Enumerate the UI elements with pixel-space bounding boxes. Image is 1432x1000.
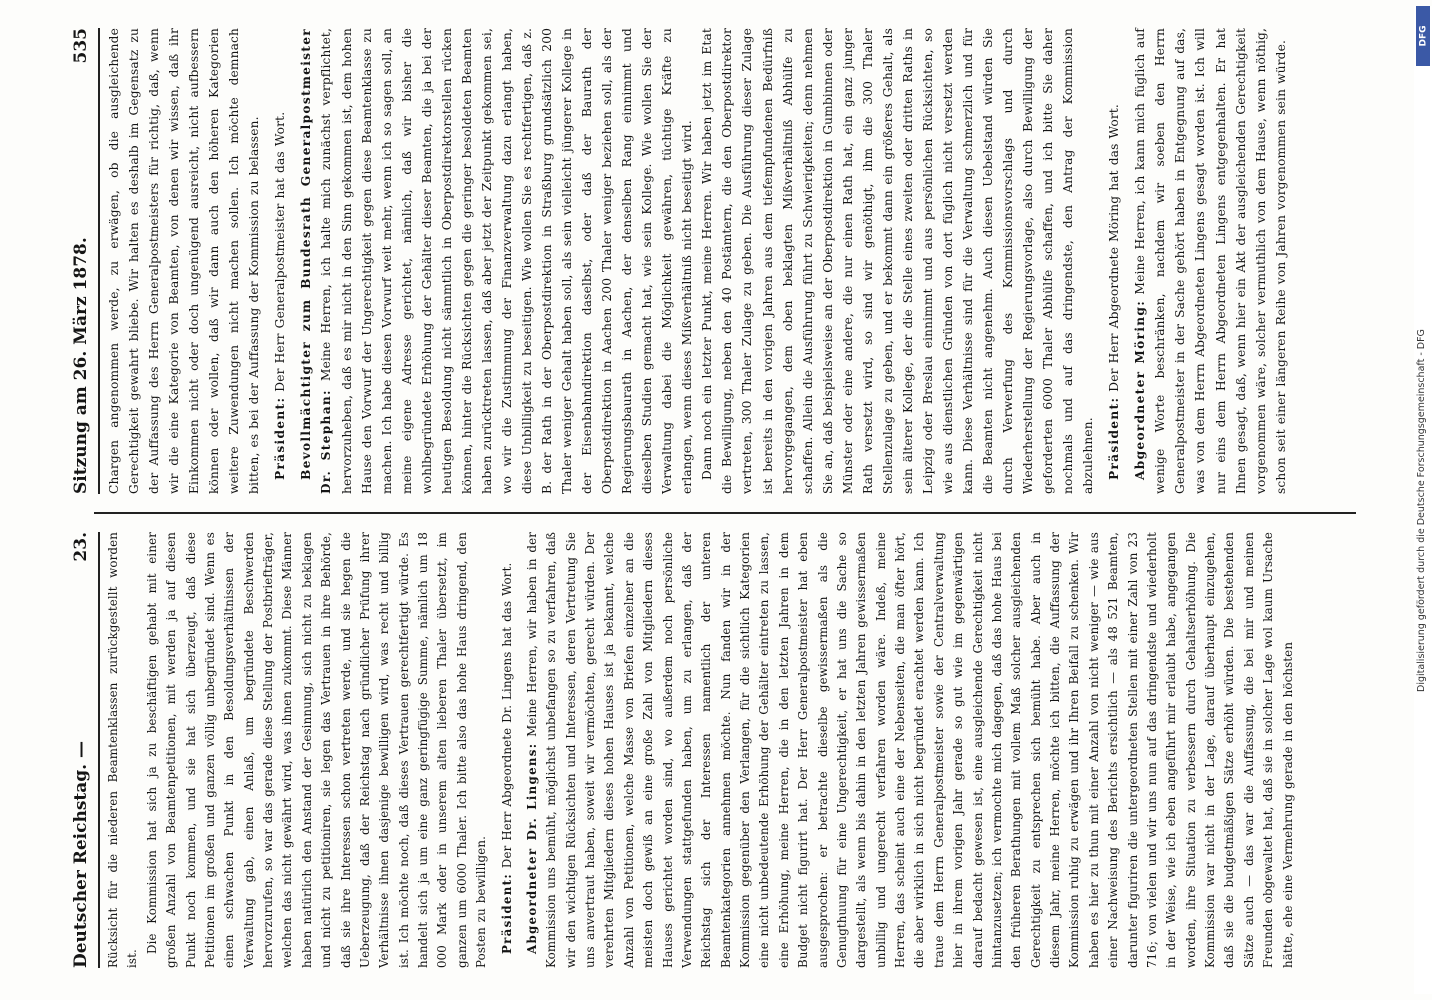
running-head-left — [66, 532, 96, 968]
dfg-logo: DFG — [1416, 6, 1430, 66]
text-column-right — [104, 28, 1291, 494]
speech — [1130, 28, 1290, 494]
speaker-label: Präsident: — [273, 396, 288, 480]
header-left-title: Deutscher Reichstag. — — [71, 740, 91, 968]
speech-text: Meine Herren, wir haben in der Kommission uns bemüht, möglichst unbefangen so zu verfahren, daß wir den wichtigen Rücksichten und Interessen, deren Vertretung Sie uns anvertraut haben, soweit wir vermöchten, gerecht würden. Der verehrten Mitgliedern dieses hohen Hauses ist ja bekannt, welche Anzahl von Petitionen, welche Masse von Briefen einzelner an die meisten doch gewiß an eine große Zahl von Mitgliedern dieses Hauses gerichtet worden sind, wo außerdem noch persönliche Verwendungen stattgefunden haben, um zu erlangen, daß der Reichstag sich der Interessen namentlich der unteren Beamtenkategorien annehmen möchte. Nun fanden wir in der Kommission gegenüber den Verlangen, für die sichtlich Kategorien eine nicht unbedeutende Erhöhung der Gehälter eintreten zu lassen, eine Erhöhung, meine Herren, die in den letzten Jahren in dem Budget nicht figurirt hat. Der Herr Generalpostmeister hat eben ausgesprochen: er betrachte dieselbe gewissermaßen als die Genugthuung für eine Ungerechtigkeit, er hat uns die Sache so dargestellt, als wenn bis dahin in den letzten Jahren gewissermaßen unbillig und ungerecht verfahren worden wäre. Indeß, meine Herren, das scheint auch eine der Nebenseiten, die man öfter hört, die aber wirklich in sich nicht begründet erachtet werden kann. Ich traue dem Herrn Generalpostmeister sowie der Centralverwaltung hier in ihrem vorigen Jahr gerade so gut wie im gegenwärtigen darauf bedacht gewesen ist, eine ausgleichende Gerechtigkeit nicht hintanzusetzen; ich vermochte mich dagegen, daß das hohe Haus bei den früheren Berathungen mit vollem Maß solcher ausgleichenden Gerechtigkeit zu entsprechen sich bemüht habe. Aber auch in diesem Jahr, meine Herren, möchte ich bitten, die Auffassung der Kommission ruhig zu erwägen und ihr Ihren Beifall zu schenken. Wir haben es hier zu thun mit einer Anzahl von nicht weniger — wie aus einer Nachweisung des Berichts ersichtlich — als 48 521 Beamten, darunter figuriren die untergeordneten Stellen mit einer Zahl von 23 716; von vielen und wir uns nun auf das dringendste und wiederholt in der Weise, wie ich eben angeführt mir erlaubt habe, angegangen worden, ihre Situation zu verbessern durch Gehaltserhöhung. Die Kommission war nicht in der Lage, darauf überhaupt einzugehen, daß sie die budgetmäßigen Sätze erhöht würden. Die bestehenden Sätze auch — das war die Auffassung, die bei mir und meinen Freunden obgewaltet hat, daß sie in solcher Lage wol kaum Ursache hätte, ehe eine Vermehrung gerade in den höchsten — [524, 532, 1295, 968]
page-number: 535 — [71, 28, 91, 64]
rotated-text-block — [66, 20, 1356, 980]
attribution-wrapper — [1414, 72, 1430, 692]
attribution-text: Digitalisierung gefördert durch die Deutsche Forschungsgemeinschaft - DFG — [1416, 329, 1427, 692]
header-right-title: Sitzung am 26. März 1878. — [71, 237, 91, 494]
speaker-label: Präsident: — [499, 873, 514, 954]
speaker-label: Präsident: — [1107, 396, 1122, 480]
text-column-left — [104, 532, 1298, 968]
speaker-label: Bevollmächtigter zum Bundesrath Generalpostmeister Dr. Stephan: — [299, 28, 334, 494]
speech — [296, 28, 697, 494]
speech-text: Meine Herren, ich kann mich füglich auf wenige Worte beschränken, nachdem wir soeben den Herrn Generalpostmeister in der Sache gehört haben in Entgegnung auf das, was von dem Herrn Abgeordneten Lingens gesagt worden ist. Ich will nur eins dem Herrn Abgeordneten Lingens entgegenhalten. Er hat Ihnen gesagt, daß, wenn hier ein Akt der ausgleichenden Gerechtigkeit vorgenommen wäre, solcher vermuthlich von dem Hause, wenn nöthig, schon seit einer längeren Reihe von Jahren vorgenommen sein würde. — [1133, 28, 1288, 494]
header-left-number: 23. — [71, 532, 91, 562]
speech — [270, 28, 290, 494]
paragraph: Rücksicht für die niederen Beamtenklassen zurückgestellt worden ist. — [106, 532, 140, 968]
column-separator — [94, 512, 1356, 514]
speech-text: Der Herr Abgeordnete Dr. Lingens hat das Wort. — [499, 562, 514, 869]
speech — [1104, 28, 1124, 494]
header-rule-left — [98, 532, 100, 968]
speech — [523, 532, 1298, 968]
speaker-label: Abgeordneter Dr. Lingens: — [524, 742, 539, 954]
speech-text: Meine Herren, ich halte mich zunächst verpflichtet, hervorzuheben, daß es mir nicht in den Sinn gekommen ist, dem hohen Hause den Vorwurf der Ungerechtigkeit gegen diese Beamtenklasse zu machen. Ich habe diesen Vorwurf weit mehr, wenn ich so sagen soll, an meine eigene Adresse gerichtet, nämlich, daß wir bisher die wohlbegründete Erhöhung der Gehälter dieser Beamten, die ja bei der heutigen Besoldung nicht sämmtlich in Oberpostdirektorstellen rücken können, hinter die Rücksichten gegen die geringer besoldeten Beamten haben zurücktreten lassen, daß aber jetzt der Zeitpunkt gekommen sei, wo wir die Zustimmung der Finanzverwaltung dazu erlangt haben, diese Unbilligkeit zu beseitigen. Wie wollen Sie es rechtfertigen, daß z. B. der Rath in der Oberpostdirektion in Straßburg grundsätzlich 200 Thaler weniger Gehalt haben soll, als sein vielleicht jüngerer Kollege in der Eisenbahndirektion daselbst, oder daß der Baurath der Oberpostdirektion in Aachen 200 Thaler weniger beziehen soll, als der Regierungsbaurath in Aachen, der denselben Rang einnimmt und dieselben Studien gemacht hat, wie sein Kollege. Wie wollen Sie der Verwaltung dabei die Möglichkeit gewähren, tüchtige Kräfte zu erlangen, wenn dieses Mißverhältniß nicht beseitigt wird. — [319, 27, 695, 494]
speech-text: Der Herr Abgeordnete Möring hat das Wort. — [1107, 104, 1122, 392]
paragraph: Die Kommission hat sich ja zu beschäftigen gehabt mit einer großen Anzahl von Beamtenpetitionen, mit werden ja auf diesen Punkt noch kommen, und sie hat sich überzeugt, daß diese Petitionen im großen und ganzen völlig unbegründet sind. Wenn es einen schwachen Punkt in den Besoldungsverhältnissen der Verwaltung gab, einen Anlaß, um begründete Beschwerden hervorzurufen, so war das gerade diese Stellung der Postbriefträger, welchen das nicht gewährt wird, was ihnen zukommt. Diese Männer haben natürlich den Anstand der Gesinnung, sich nicht zu beklagen und nicht zu petitioniren, sie legen das Vertrauen in ihre Behörde, daß sie ihre Interessen schon vertreten werde, und sie hegen die Ueberzeugung, daß der Reichstag nach gründlicher Prüfung ihrer Verhältnisse ihnen dasjenige bewilligen wird, was recht und billig ist. Ich möchte noch, daß dieses Vertrauen gerechtfertigt würde. Es handelt sich ja um eine ganz geringfügige Summe, nämlich um 18 000 Mark oder in unserem alten lieberen Thaler übersetzt, im ganzen um 6000 Thaler. Ich bitte also das hohe Haus dringend, den Posten zu bewilligen. — [144, 532, 489, 968]
speech-text: Der Herr Generalpostmeister hat das Wort. — [273, 111, 288, 392]
header-rule-right — [98, 28, 100, 494]
paragraph: Chargen angenommen werde, zu erwägen, ob die ausgleichende Gerechtigkeit gewahrt bliebe. Wir halten es deshalb im Gegensatz zu der Auffassung des Herrn Generalpostmeisters für richtig, daß, wenn wir die eine Kategorie von Beamten, von denen wir wissen, daß ihr Einkommen nicht oder doch ungenügend ausreicht, nicht aufbessern können oder wollen, daß wir dann auch den höheren Kategorien weitere Zuwendungen nicht machen sollen. Ich möchte demnach bitten, es bei der Auffassung der Kommission zu belassen. — [107, 28, 262, 494]
speech — [498, 532, 517, 968]
running-head-right — [66, 28, 96, 494]
speaker-label: Abgeordneter Möring: — [1133, 299, 1148, 480]
paragraph: Dann noch ein letzter Punkt, meine Herren. Wir haben jetzt im Etat die Bewilligung, neben den 40 Postämtern, die den Oberpostdirektor vertreten, 300 Thaler Zulage zu geben. Die Ausführung dieser Zulage ist bereits in den vorigen Jahren aus dem tiefempfundenen Bedürfniß hervorgegangen, dem oben beklagten Mißverhältniß Abhülfe zu schaffen. Allein die Ausführung führt zu Schwierigkeiten; denn nehmen Sie an, daß beispielsweise an der Oberpostdirektion in Gumbinnen oder Münster oder eine andere, die nur einen Rath hat, ein ganz junger Rath versetzt wird, so sind wir genöthigt, ihm die 300 Thaler Stellenzulage zu geben, und er bekommt dann ein größeres Gehalt, als sein älterer Kollege, der die Stelle eines zweiten oder dritten Raths in Leipzig oder Breslau einnimmt und aus persönlichen Rücksichten, so wie aus dienstlichen Gründen von dort füglich nicht versetzt werden kann. Diese Verhältnisse sind für die Verwaltung schmerzlich und für die Beamten nicht angenehm. Auch diesen Uebelstand würden Sie durch Verwerfung des Kommissionsvorschlags und durch Wiederherstellung der Regierungsvorlage, also durch Bewilligung der geforderten 6000 Thaler Abhülfe schaffen, und ich bitte Sie daher nochmals und auf das dringendste, den Antrag der Kommission abzulehnen. — [700, 28, 1096, 494]
